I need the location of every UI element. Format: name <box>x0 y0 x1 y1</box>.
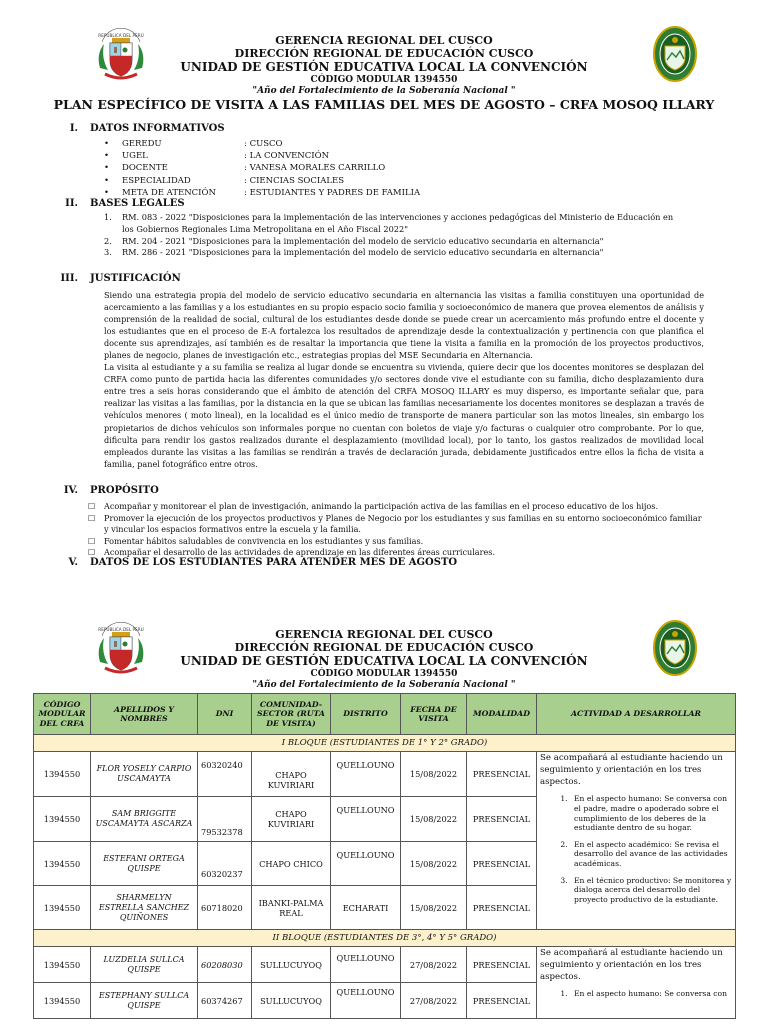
header-line-3: UNIDAD DE GESTIÓN EDUCATIVA LOCAL LA CONVENCIÓN <box>180 654 588 668</box>
column-header: APELLIDOS Y NOMBRES <box>91 694 198 735</box>
cell-code: 1394550 <box>34 797 91 842</box>
header-line-5: "Año del Fortalecimiento de la Soberanía Nacional " <box>252 86 516 96</box>
section-number: III. <box>60 273 78 284</box>
legal-item <box>104 247 684 259</box>
legal-item <box>104 212 684 236</box>
column-header: ACTIVIDAD A DESARROLLAR <box>537 694 736 735</box>
cell-district: QUELLOUNO <box>331 983 401 1019</box>
cell-name: LUZDELIA SULLCA QUISPE <box>91 947 198 983</box>
bullet: • <box>104 175 110 186</box>
plan-title: PLAN ESPECÍFICO DE VISITA A LAS FAMILIAS DEL MES DE AGOSTO – CRFA MOSOQ ILLARY <box>53 97 715 112</box>
section-number: I. <box>69 123 78 134</box>
activity-list <box>540 794 732 904</box>
cell-sector: SULLUCUYOQ <box>252 947 331 983</box>
section-title: PROPÓSITO <box>90 485 159 496</box>
info-value: : VANESA MORALES CARRILLO <box>244 163 386 174</box>
section-number: II. <box>65 198 78 209</box>
info-label: ESPECIALIDAD <box>122 175 191 186</box>
logo-caption: REPÚBLICA DEL PERÚ <box>98 627 144 632</box>
cell-dni: 60718020 <box>198 886 252 930</box>
section-2-heading <box>48 198 185 209</box>
section-4-heading <box>48 485 159 496</box>
table-row <box>34 947 736 983</box>
cell-activity <box>537 947 736 1019</box>
cell-date: 15/08/2022 <box>401 886 467 930</box>
legal-item <box>104 236 684 248</box>
header-line-3: UNIDAD DE GESTIÓN EDUCATIVA LOCAL LA CONVENCIÓN <box>180 60 588 74</box>
cell-district: ECHARATI <box>331 886 401 930</box>
checkbox-icon: ☐ <box>88 502 96 511</box>
cell-code: 1394550 <box>34 947 91 983</box>
cell-district: QUELLOUNO <box>331 842 401 886</box>
section-5-heading <box>48 557 457 568</box>
header-line-2: DIRECCIÓN REGIONAL DE EDUCACIÓN CUSCO <box>234 47 534 60</box>
justification-paragraph-1: Siendo una estrategia propia del modelo de servicio educativo secundaria en alternancia las visitas a familia constituyen una oportunidad de acercamiento a las familias y a los estudiantes en su propio espacio socio familia y socioeconómico de manera que provea elementos de análisis y comprensión de la realidad de social, cultural de los estudiantes desde donde se puede crear un acercamiento más profundo entre el docente y los estudiantes que en el proceso de E-A fortalezca los resultados de aprendizaje desde la contextualización y pertinencia con que planifica el docente sus aprendizajes, así también es de resaltar la importancia que tiene la visita a familia en la promoción de los proyectos productivos, planes de negocio, planes de investigación etc., estrategias propias del MSE Secundaria en Alternancia. <box>104 290 704 361</box>
cell-code: 1394550 <box>34 842 91 886</box>
cell-date: 27/08/2022 <box>401 947 467 983</box>
bullet: • <box>104 163 110 174</box>
document-header-2 <box>0 628 768 691</box>
activity-list <box>540 989 732 999</box>
checkbox-icon: ☐ <box>88 536 96 546</box>
cell-date: 27/08/2022 <box>401 983 467 1019</box>
activity-item: 2. En el aspecto académico: Se revisa el desarrollo del avance de las actividades académicas. <box>570 840 732 869</box>
header-line-4: CÓDIGO MODULAR 1394550 <box>310 75 458 85</box>
block-band-row <box>34 735 736 752</box>
item-number: 3. <box>104 247 112 258</box>
activity-item: 1. En el aspecto humano: Se conversa con el padre, madre o apoderado sobre el cumplimiento de los deberes de la estudiante dentro de su hogar. <box>570 794 732 832</box>
cell-sector: CHAPO KUVIRIARI <box>252 752 331 797</box>
info-value: : CIENCIAS SOCIALES <box>244 175 345 186</box>
purpose-item <box>88 501 708 513</box>
activity-item: 3. En el técnico productivo: Se monitorea y dialoga acerca del desarrollo del proyecto productivo de la estudiante. <box>570 876 732 905</box>
cell-mode: PRESENCIAL <box>467 947 537 983</box>
cell-sector: CHAPO CHICO <box>252 842 331 886</box>
cell-name: ESTEPHANY SULLCA QUISPE <box>91 983 198 1019</box>
cell-dni: 79532378 <box>198 797 252 842</box>
cell-activity <box>537 752 736 930</box>
info-list <box>104 138 420 199</box>
activity-item: 1. En el aspecto humano: Se conversa con <box>570 989 732 999</box>
table-row <box>34 752 736 797</box>
info-row <box>104 138 420 150</box>
info-row <box>104 175 420 187</box>
header-line-4: CÓDIGO MODULAR 1394550 <box>310 669 458 679</box>
section-title: DATOS INFORMATIVOS <box>90 123 225 134</box>
activity-intro: Se acompañará al estudiante haciendo un seguimiento y orientación en los tres aspectos. <box>540 948 723 982</box>
cell-mode: PRESENCIAL <box>467 752 537 797</box>
header-line-2: DIRECCIÓN REGIONAL DE EDUCACIÓN CUSCO <box>234 641 534 654</box>
activity-intro: Se acompañará al estudiante haciendo un seguimiento y orientación en los tres aspectos. <box>540 753 723 787</box>
logo-caption: REPÚBLICA DEL PERÚ <box>98 33 144 38</box>
section-3-heading <box>48 273 181 284</box>
cell-name: FLOR YOSELY CARPIO USCAMAYTA <box>91 752 198 797</box>
column-header: CÓDIGO MODULAR DEL CRFA <box>34 694 91 735</box>
checkbox-icon: ☐ <box>88 513 96 523</box>
cell-code: 1394550 <box>34 886 91 930</box>
cell-sector: SULLUCUYOQ <box>252 983 331 1019</box>
item-number: 2. <box>104 235 112 246</box>
cell-code: 1394550 <box>34 983 91 1019</box>
cell-date: 15/08/2022 <box>401 842 467 886</box>
info-label: DOCENTE <box>122 163 168 174</box>
header-line-5: "Año del Fortalecimiento de la Soberanía Nacional " <box>252 680 516 690</box>
bullet: • <box>104 187 110 198</box>
item-text: RM. 286 - 2021 "Disposiciones para la implementación del modelo de servicio educativo secundaria en alternancia" <box>122 247 604 258</box>
cell-mode: PRESENCIAL <box>467 797 537 842</box>
info-value: : LA CONVENCIÓN <box>244 151 330 162</box>
info-row <box>104 150 420 162</box>
column-header: FECHA DE VISITA <box>401 694 467 735</box>
table-header-row <box>34 694 736 735</box>
purpose-item <box>88 536 708 548</box>
students-table <box>33 693 736 1019</box>
info-row <box>104 162 420 174</box>
cell-district: QUELLOUNO <box>331 947 401 983</box>
purpose-text: Acompañar y monitorear el plan de investigación, animando la participación activa de las familias en el proceso educativo de los hijos. <box>104 501 659 511</box>
info-value: : CUSCO <box>244 139 283 149</box>
cell-name: SHARMELYN ESTRELLA SANCHEZ QUIÑONES <box>91 886 198 930</box>
purpose-item <box>88 513 708 536</box>
cell-name: SAM BRIGGITE USCAMAYTA ASCARZA <box>91 797 198 842</box>
cell-sector: CHAPO KUVIRIARI <box>252 797 331 842</box>
cell-dni: 60320240 <box>198 752 252 797</box>
block-band-row <box>34 930 736 947</box>
cell-dni: 60320237 <box>198 842 252 886</box>
column-header: DNI <box>198 694 252 735</box>
cell-date: 15/08/2022 <box>401 752 467 797</box>
section-title: DATOS DE LOS ESTUDIANTES PARA ATENDER MES DE AGOSTO <box>90 557 458 568</box>
checkbox-icon: ☐ <box>88 548 96 558</box>
purpose-text: Acompañar el desarrollo de las actividades de aprendizaje en las diferentes áreas curriculares. <box>104 547 496 558</box>
legal-list <box>104 212 684 259</box>
cell-mode: PRESENCIAL <box>467 842 537 886</box>
justification-paragraph-2: La visita al estudiante y a su familia se realiza al lugar donde se encuentra su vivienda, quiere decir que los docentes monitores se desplazan del CRFA como punto de partida hacia las diferentes comunidades y/o sectores donde vive el estudiante con su familia, dicho desplazamiento dura entre tres a seis horas considerando que el ámbito de atención del CRFA MOSOQ ILLARY es muy disperso, es importante señalar que, para realizar las visitas a las familias, por la distancia en la que se ubican las familias necesariamente los docentes monitores se desplazan a través de vehículos menores ( moto lineal), en la localidad es el único medio de transporte de manera particular son las motos lineales, sin embargo los propietarios de dichos vehículos son informales porque no cuentan con boletos de viaje y/o facturas o cualquier otro comprobante. Por lo que, dificulta para rendir los gastos realizados durante el desplazamiento (movilidad local), por lo tanto, los gastos realizados de movilidad local empleados durante las visitas a las familias se rendirán a través de declaración jurada, debidamente justificados entre ellos la ficha de visita a familia, panel fotográfico entre otros. <box>104 362 704 469</box>
cell-mode: PRESENCIAL <box>467 886 537 930</box>
header-line-1: GERENCIA REGIONAL DEL CUSCO <box>275 628 493 641</box>
purpose-text: Promover la ejecución de los proyectos productivos y Planes de Negocio por los estudiantes y sus familias en su entorno socioeconómico familiar y vincular los espacios formativos entre la escuela y la familia. <box>104 512 702 535</box>
cell-date: 15/08/2022 <box>401 797 467 842</box>
item-text: RM. 204 - 2021 "Disposiciones para la implementación del modelo de servicio educativo secundaria en alternancia" <box>122 235 604 246</box>
info-label: META DE ATENCIÓN <box>122 187 216 198</box>
justification-text <box>104 289 704 470</box>
cell-dni: 60208030 <box>198 947 252 983</box>
block-2-label: II BLOQUE (ESTUDIANTES DE 3°, 4° Y 5° GRADO) <box>34 930 736 947</box>
purpose-list <box>88 501 708 559</box>
bullet: • <box>104 139 110 149</box>
cell-district: QUELLOUNO <box>331 797 401 842</box>
bullet: • <box>104 151 110 162</box>
section-number: V. <box>68 557 78 568</box>
cell-sector: IBANKI-PALMA REAL <box>252 886 331 930</box>
cell-code: 1394550 <box>34 752 91 797</box>
block-1-label: I BLOQUE (ESTUDIANTES DE 1° Y 2° GRADO) <box>34 735 736 752</box>
item-number: 1. <box>104 212 112 222</box>
header-line-1: GERENCIA REGIONAL DEL CUSCO <box>275 34 493 47</box>
column-header: DISTRITO <box>331 694 401 735</box>
cell-mode: PRESENCIAL <box>467 983 537 1019</box>
info-value: : ESTUDIANTES Y PADRES DE FAMILIA <box>244 187 421 198</box>
info-label: GEREDU <box>122 139 162 149</box>
section-number: IV. <box>63 485 78 496</box>
section-1-heading <box>48 123 225 134</box>
info-label: UGEL <box>122 151 148 162</box>
section-title: BASES LEGALES <box>90 198 185 209</box>
cell-district: QUELLOUNO <box>331 752 401 797</box>
section-title: JUSTIFICACIÓN <box>90 273 181 284</box>
purpose-text: Fomentar hábitos saludables de convivencia en los estudiantes y sus familias. <box>104 535 424 546</box>
cell-name: ESTEFANI ORTEGA QUISPE <box>91 842 198 886</box>
column-header: COMUNIDAD-SECTOR (RUTA DE VISITA) <box>252 694 331 735</box>
item-text: RM. 083 - 2022 "Disposiciones para la implementación de las intervenciones y acciones pedagógicas del Ministerio de Educación en los Gobiernos Regionales Lima Metropolitana en el Año Fiscal 2022" <box>122 212 674 234</box>
document-header <box>0 34 768 97</box>
cell-dni: 60374267 <box>198 983 252 1019</box>
column-header: MODALIDAD <box>467 694 537 735</box>
